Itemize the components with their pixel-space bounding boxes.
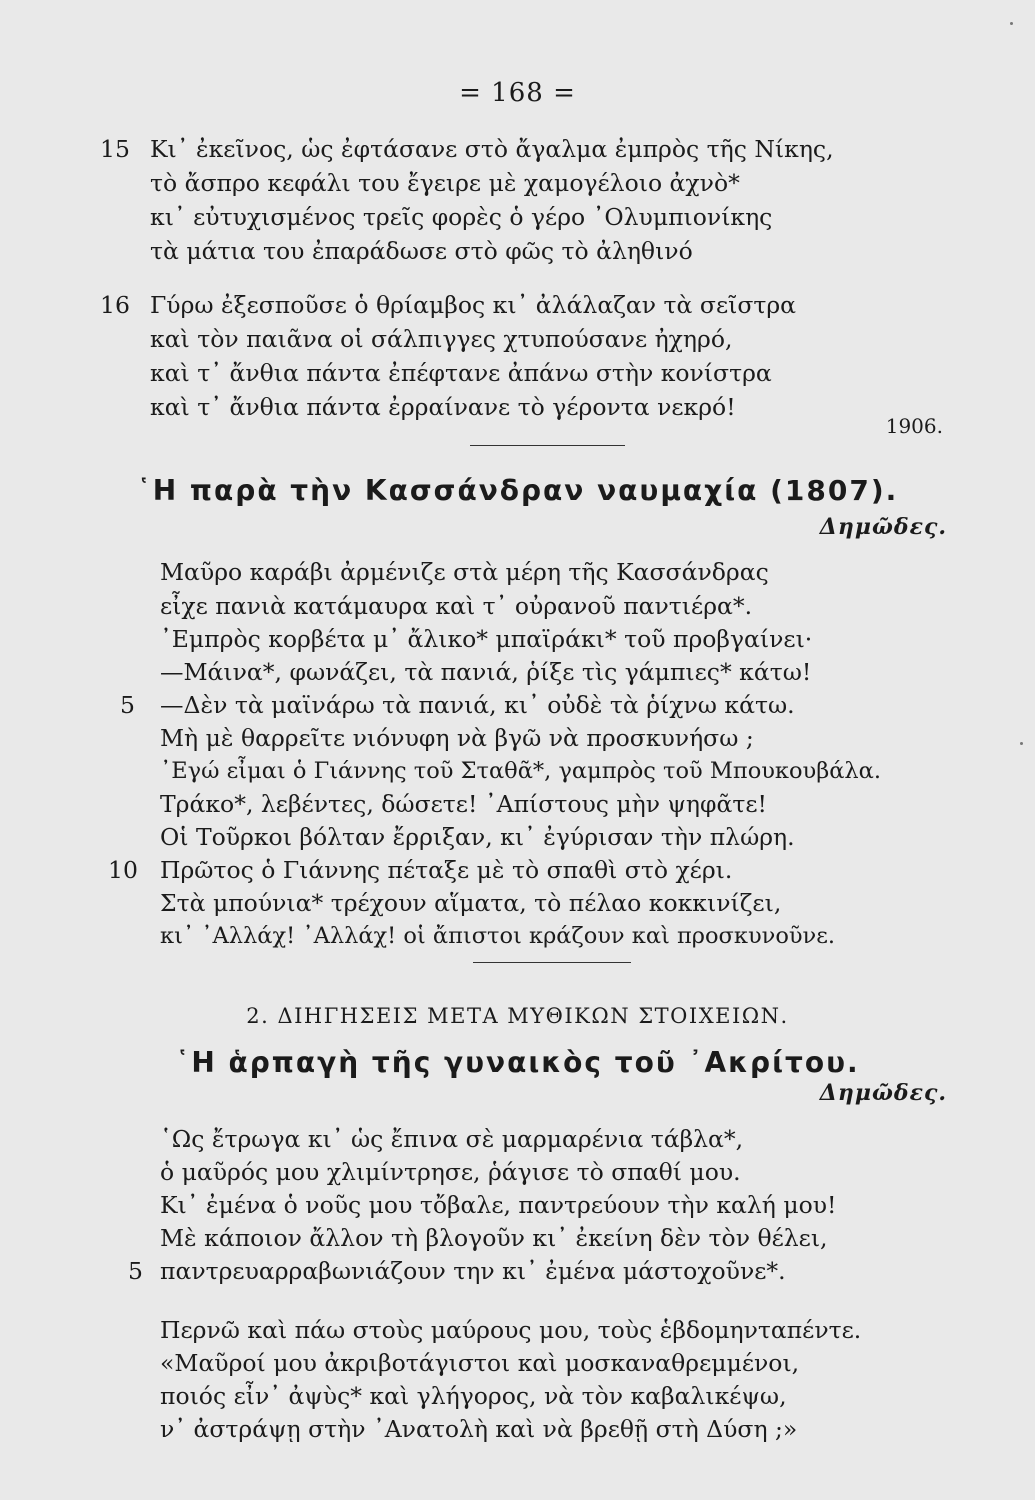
poem-title: ῾Η παρὰ τὴν Κασσάνδραν ναυμαχία (1807).	[136, 474, 899, 507]
print-speck	[1010, 22, 1013, 25]
verse-line: Μὲ κάποιον ἄλλον τὴ βλογοῦν κι᾿ ἐκείνη δὲν τὸν θέλει,	[160, 1224, 828, 1252]
verse-line: ὁ μαῦρός μου χλιμίντρησε, ῥάγισε τὸ σπαθί μου.	[160, 1158, 741, 1186]
poem-year: 1906.	[885, 414, 943, 438]
verse-line: καὶ τ᾿ ἄνθια πάντα ἐρραίνανε τὸ γέροντα νεκρό!	[150, 393, 736, 421]
poem-title: ῾Η ἁρπαγὴ τῆς γυναικὸς τοῦ ᾿Ακρίτου.	[175, 1046, 860, 1079]
verse-line: τὸ ἄσπρο κεφάλι του ἔγειρε μὲ χαμογέλοιο ἀχνὸ*	[150, 169, 740, 197]
verse-line: ποιός εἶν᾿ ἀψὺς* καὶ γλήγορος, νὰ τὸν καβαλικέψω,	[160, 1382, 787, 1410]
verse-line: ᾿Εγώ εἶμαι ὁ Γιάννης τοῦ Σταθᾶ*, γαμπρὸς τοῦ Μπουκουβάλα.	[160, 758, 882, 784]
page-number: = 168 =	[459, 78, 576, 108]
verse-line: —Μάινα*, φωνάζει, τὰ πανιά, ῥίξε τὶς γάμπιες* κάτω!	[160, 658, 812, 686]
verse-line: κι᾿ εὐτυχισμένος τρεῖς φορὲς ὁ γέρο ᾿Ολυμπιονίκης	[150, 203, 773, 231]
line-number: 5	[128, 1257, 143, 1285]
verse-line: Κι᾿ ἐμένα ὁ νοῦς μου τὄβαλε, παντρεύουν τὴν καλή μου!	[160, 1191, 837, 1219]
verse-line: καὶ τ᾿ ἄνθια πάντα ἐπέφτανε ἀπάνω στὴν κονίστρα	[150, 359, 772, 387]
poem-genre: Δημῶδες.	[819, 1080, 947, 1106]
verse-line: ᾿Εμπρὸς κορβέτα μ᾿ ἄλικο* μπαϊράκι* τοῦ προβγαίνει·	[160, 625, 813, 653]
verse-line: Πρῶτος ὁ Γιάννης πέταξε μὲ τὸ σπαθὶ στὸ χέρι.	[160, 856, 733, 884]
line-number: 10	[108, 856, 138, 884]
line-number: 5	[120, 691, 135, 719]
verse-line: ν᾿ ἀστράψῃ στὴν ᾿Ανατολὴ καὶ νὰ βρεθῇ στὴ Δύση ;»	[160, 1415, 798, 1443]
section-heading: 2. ΔΙΗΓΗΣΕΙΣ ΜΕΤΑ ΜΥΘΙΚΩΝ ΣΤΟΙΧΕΙΩΝ.	[246, 1004, 789, 1028]
verse-line: Μαῦρο καράβι ἀρμένιζε στὰ μέρη τῆς Κασσάνδρας	[160, 558, 769, 586]
stanza-number: 16	[100, 291, 130, 319]
verse-line: —Δὲν τὰ μαϊνάρω τὰ πανιά, κι᾿ οὐδὲ τὰ ῥίχνω κάτω.	[160, 691, 795, 719]
verse-line: Γύρω ἐξεσποῦσε ὁ θρίαμβος κι᾿ ἀλάλαζαν τὰ σεῖστρα	[150, 291, 797, 319]
print-speck	[1020, 742, 1023, 745]
verse-line: «Μαῦροί μου ἀκριβοτάγιστοι καὶ μοσκαναθρεμμένοι,	[160, 1349, 800, 1377]
verse-line: τὰ μάτια του ἐπαράδωσε στὸ φῶς τὸ ἀληθινό	[150, 237, 693, 265]
verse-line: κι᾿ ᾿Αλλάχ! ᾿Αλλάχ! οἱ ἄπιστοι κράζουν καὶ προσκυνοῦνε.	[160, 923, 836, 949]
verse-line: παντρευαρραβωνιάζουν την κι᾿ ἐμένα μάστοχοῦνε*.	[160, 1257, 786, 1285]
verse-line: εἶχε πανιὰ κατάμαυρα καὶ τ᾿ οὐρανοῦ παντιέρα*.	[160, 592, 753, 620]
verse-line: Τράκο*, λεβέντες, δώσετε! ᾿Απίστους μὴν ψηφᾶτε!	[160, 790, 767, 818]
verse-line: καὶ τὸν παιᾶνα οἱ σάλπιγγες χτυπούσανε ἠχηρό,	[150, 325, 733, 353]
verse-line: Κι᾿ ἐκεῖνος, ὡς ἐφτάσανε στὸ ἄγαλμα ἐμπρὸς τῆς Νίκης,	[150, 135, 834, 163]
divider	[473, 962, 631, 963]
stanza-number: 15	[100, 135, 130, 163]
poem-genre: Δημῶδες.	[819, 514, 947, 540]
divider	[470, 445, 625, 446]
verse-line: Περνῶ καὶ πάω στοὺς μαύρους μου, τοὺς ἑβδομηνταπέντε.	[160, 1316, 862, 1344]
verse-line: ῾Ως ἔτρωγα κι᾿ ὡς ἔπινα σὲ μαρμαρένια τάβλα*,	[160, 1125, 744, 1153]
verse-line: Στὰ μπούνια* τρέχουν αἵματα, τὸ πέλαο κοκκινίζει,	[160, 889, 782, 917]
verse-line: Μὴ μὲ θαρρεῖτε νιόνυφη νὰ βγῶ νὰ προσκυνήσω ;	[160, 724, 754, 752]
verse-line: Οἱ Τοῦρκοι βόλταν ἔρριξαν, κι᾿ ἐγύρισαν τὴν πλώρη.	[160, 823, 795, 851]
